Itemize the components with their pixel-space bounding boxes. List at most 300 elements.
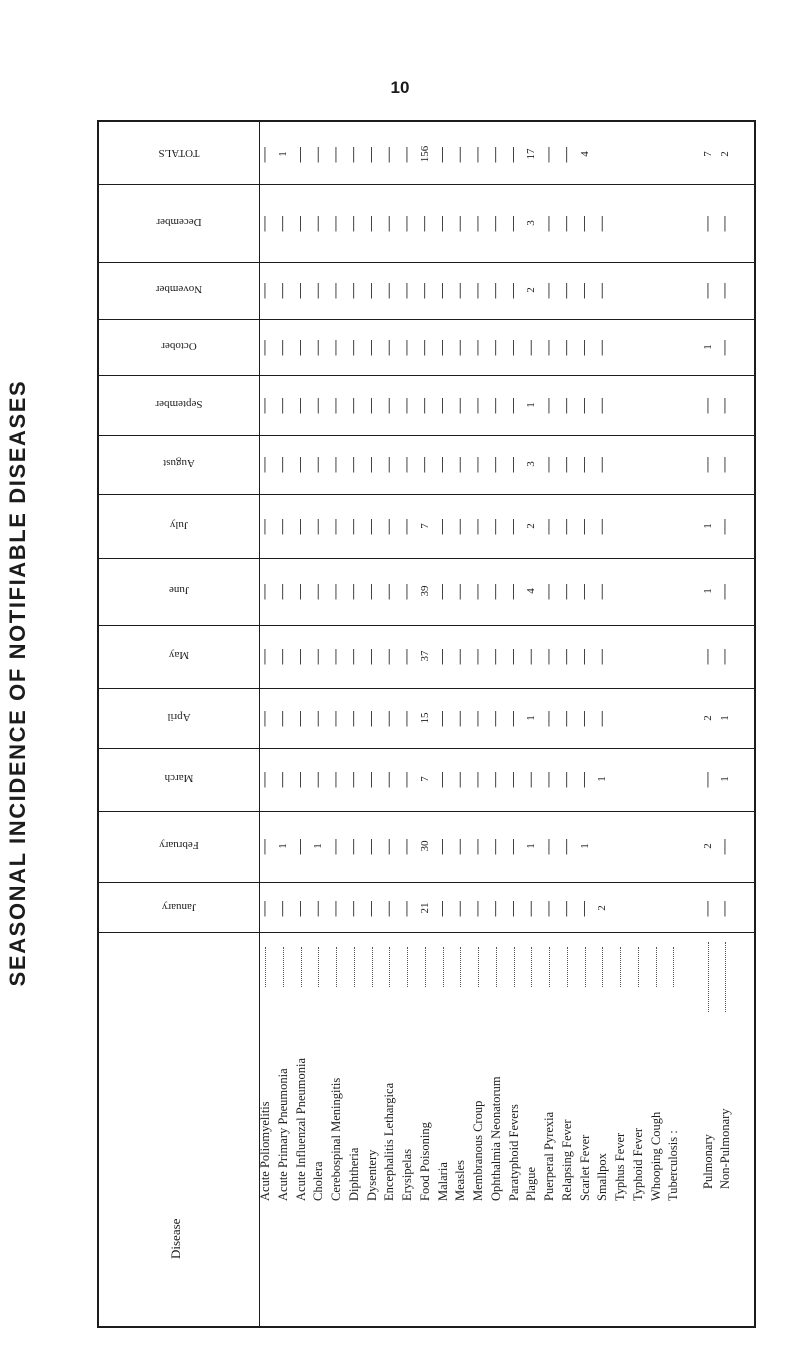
table-cell: | [723, 646, 727, 665]
table-cell: | [352, 395, 356, 414]
leader-dots [514, 947, 515, 987]
table-cell: | [281, 213, 285, 232]
table-cell: | [547, 708, 551, 727]
table-cell: | [405, 516, 409, 535]
table-cell: | [476, 581, 480, 600]
table-cell: | [369, 395, 374, 414]
table-cell: | [352, 836, 356, 855]
leader-dots [549, 947, 550, 987]
table-cell: | [263, 337, 267, 356]
table-cell: | [440, 144, 445, 163]
table-cell: 156 [418, 145, 431, 163]
month-label: March [164, 772, 194, 784]
table-cell: | [547, 454, 551, 473]
table-cell: | [494, 395, 498, 414]
table-cell: | [352, 769, 356, 788]
disease-name: Paratyphoid Fevers [506, 1104, 521, 1201]
row-divider [99, 494, 754, 495]
table-cell: | [387, 516, 391, 535]
leader-dots [708, 942, 709, 1012]
leader-dots [496, 947, 497, 987]
table-cell: | [440, 337, 445, 356]
disease-name: Whooping Cough [648, 1111, 663, 1201]
table-cell: | [723, 836, 727, 855]
month-label: September [155, 398, 203, 410]
table-cell: | [582, 213, 587, 232]
table-cell: | [547, 144, 551, 163]
row-divider [99, 262, 754, 263]
table-cell: | [458, 454, 462, 473]
month-label: August [163, 457, 195, 469]
table-cell: 1 [276, 151, 289, 157]
table-cell: | [458, 646, 462, 665]
table-cell: 39 [418, 585, 431, 597]
table-cell: | [565, 769, 569, 788]
leader-dots [354, 947, 355, 987]
table-cell: | [405, 395, 409, 414]
table-cell: | [529, 769, 533, 788]
leader-dots [638, 947, 639, 987]
table-cell: | [494, 337, 498, 356]
table-cell: | [723, 516, 727, 535]
table-cell: | [565, 516, 569, 535]
table-cell: | [316, 395, 320, 414]
table-cell: | [476, 646, 480, 665]
table-cell: | [600, 516, 604, 535]
table-cell: | [298, 769, 303, 788]
table-cell: | [458, 836, 462, 855]
month-label: May [168, 649, 190, 661]
month-label: July [169, 519, 189, 531]
table-cell: | [263, 280, 267, 299]
table-cell: | [565, 213, 569, 232]
table-cell: | [387, 898, 391, 917]
month-label: TOTALS [158, 147, 200, 159]
table-cell: 1 [525, 715, 538, 721]
row-divider [99, 625, 754, 626]
table-cell: 1 [312, 843, 325, 849]
disease-name: Food Poisoning [417, 1122, 432, 1201]
table-cell: | [352, 280, 356, 299]
table-cell: | [511, 769, 516, 788]
table-cell: | [316, 769, 320, 788]
table-cell: | [511, 144, 516, 163]
table-cell: | [387, 213, 391, 232]
disease-name: Membranous Croup [471, 1100, 485, 1201]
table-cell: | [387, 769, 391, 788]
table-cell: | [281, 337, 285, 356]
leader-dots [602, 947, 603, 987]
table-cell: | [582, 708, 587, 727]
row-divider [99, 811, 754, 812]
table-cell: | [263, 395, 267, 414]
table-cell: | [263, 144, 267, 163]
table-cell: 7 [418, 776, 431, 782]
table-cell: | [387, 337, 391, 356]
table-cell: | [263, 708, 267, 727]
table-cell: | [352, 708, 356, 727]
disease-name: Relapsing Fever [559, 1119, 574, 1201]
table-cell: | [298, 708, 303, 727]
table-cell: | [281, 646, 285, 665]
table-cell: | [458, 213, 462, 232]
table-cell: | [706, 213, 710, 232]
table-cell: | [369, 769, 374, 788]
table-cell: | [440, 769, 445, 788]
table-cell: | [334, 836, 338, 855]
table-cell: | [582, 454, 587, 473]
table-cell: | [334, 769, 338, 788]
month-label: October [161, 340, 197, 352]
table-cell: | [706, 280, 710, 299]
leader-dots [265, 947, 266, 987]
disease-name: Non-Pulmonary [718, 1108, 732, 1189]
table-cell: | [582, 769, 587, 788]
table-cell: | [476, 280, 480, 299]
table-cell: 3 [525, 461, 538, 467]
table-cell: | [547, 836, 551, 855]
table-cell: | [316, 454, 320, 473]
table-cell: 3 [525, 220, 538, 226]
table-cell: | [298, 516, 303, 535]
table-cell: 21 [418, 902, 431, 914]
table-cell: | [458, 708, 462, 727]
table-cell: | [494, 769, 498, 788]
row-divider [99, 375, 754, 376]
table-cell: | [723, 337, 727, 356]
table-cell: | [440, 708, 445, 727]
table-cell: | [298, 646, 303, 665]
table-cell: | [298, 395, 303, 414]
table-cell: | [369, 454, 374, 473]
table-cell: | [352, 581, 356, 600]
table-cell: | [281, 898, 285, 917]
table-cell: | [547, 769, 551, 788]
table-cell: 1 [719, 715, 731, 721]
table-cell: 30 [418, 840, 431, 852]
disease-name: Pulmonary [701, 1134, 715, 1189]
table-cell: | [582, 646, 587, 665]
table-cell: | [263, 516, 267, 535]
leader-dots [478, 947, 479, 987]
table-cell: | [511, 708, 516, 727]
table-cell: | [600, 581, 604, 600]
disease-name: Dysentery [364, 1149, 379, 1201]
table-cell: | [582, 898, 587, 917]
table-cell: 4 [578, 151, 591, 157]
table-cell: | [511, 516, 516, 535]
table-cell: | [263, 454, 267, 473]
table-cell: | [334, 213, 338, 232]
table-cell: | [369, 898, 374, 917]
disease-name: Encephalitis Lethargica [382, 1082, 397, 1201]
table-cell: | [298, 836, 303, 855]
table-cell: | [458, 581, 462, 600]
table-cell: | [723, 213, 727, 232]
table-cell: | [352, 898, 356, 917]
table-cell: | [298, 581, 303, 600]
table-cell: 1 [702, 344, 714, 350]
table-cell: | [423, 280, 427, 299]
disease-name: Acute Influenzal Pneumonia [293, 1057, 308, 1201]
table-cell: | [334, 144, 338, 163]
table-cell: | [547, 898, 551, 917]
table-cell: | [281, 769, 285, 788]
table-cell: | [600, 454, 604, 473]
month-label: November [155, 283, 203, 295]
table-cell: | [369, 708, 374, 727]
row-divider [99, 748, 754, 749]
table-cell: | [334, 516, 338, 535]
row-divider [99, 688, 754, 689]
disease-name: Acute Poliomyelitis [258, 1101, 272, 1201]
table-cell: | [316, 337, 320, 356]
table-cell: | [316, 581, 320, 600]
table-cell: | [494, 836, 498, 855]
disease-name: Malaria [435, 1162, 450, 1201]
table-cell: | [263, 836, 267, 855]
table-cell: | [334, 708, 338, 727]
table-cell: | [458, 395, 462, 414]
table-cell: | [582, 395, 587, 414]
table-cell: | [387, 836, 391, 855]
table-cell: | [440, 836, 445, 855]
row-divider [99, 319, 754, 320]
table-cell: | [600, 213, 604, 232]
disease-name: Measles [453, 1160, 468, 1201]
table-cell: | [281, 280, 285, 299]
table-cell: | [369, 144, 374, 163]
table-cell: | [387, 280, 391, 299]
table-cell: | [582, 337, 587, 356]
table-cell: | [405, 213, 409, 232]
table-cell: | [458, 337, 462, 356]
table-cell: | [352, 144, 356, 163]
leader-dots [389, 947, 390, 987]
table-cell: | [352, 646, 356, 665]
table-cell: | [582, 280, 587, 299]
table-cell: | [494, 516, 498, 535]
table-cell: | [476, 836, 480, 855]
table-cell: | [565, 898, 569, 917]
table-cell: | [334, 581, 338, 600]
table-cell: | [494, 454, 498, 473]
table-cell: | [334, 337, 338, 356]
table-cell: | [565, 836, 569, 855]
table-cell: 4 [525, 588, 538, 594]
table-cell: | [352, 213, 356, 232]
table-cell: | [334, 280, 338, 299]
month-label: January [161, 901, 197, 913]
leader-dots [301, 947, 302, 987]
table-cell: | [298, 213, 303, 232]
disease-name: Erysipelas [400, 1148, 414, 1201]
page-number: 10 [390, 78, 410, 97]
table-cell: | [476, 516, 480, 535]
table-cell: | [565, 280, 569, 299]
table-cell: | [369, 337, 374, 356]
table-cell: | [316, 516, 320, 535]
table-cell: 7 [702, 151, 714, 157]
table-cell: | [511, 213, 516, 232]
table-cell: | [405, 708, 409, 727]
leader-dots [656, 947, 657, 987]
table-cell: | [582, 516, 587, 535]
leader-dots [531, 947, 532, 987]
table-cell: | [298, 454, 303, 473]
table-cell: | [494, 581, 498, 600]
table-cell: | [263, 213, 267, 232]
row-divider [99, 932, 754, 933]
table-cell: | [423, 337, 427, 356]
table-cell: | [511, 395, 516, 414]
table-cell: | [316, 708, 320, 727]
table-cell: | [263, 898, 267, 917]
table-cell: | [405, 144, 409, 163]
table-cell: | [582, 581, 587, 600]
table-cell: 15 [418, 712, 431, 724]
table-cell: | [316, 280, 320, 299]
table-cell: | [405, 646, 409, 665]
leader-dots [407, 947, 408, 987]
month-label: June [168, 584, 190, 596]
table-cell: | [511, 898, 516, 917]
table-cell: | [458, 144, 462, 163]
table-cell: | [706, 454, 710, 473]
table-cell: | [706, 898, 710, 917]
table-cell: 7 [418, 523, 431, 529]
table-cell: | [565, 646, 569, 665]
table-cell: | [600, 280, 604, 299]
table-cell: | [440, 898, 445, 917]
leader-dots [443, 947, 444, 987]
table-cell: 2 [525, 287, 538, 293]
table-cell: | [458, 516, 462, 535]
table-cell: | [369, 516, 374, 535]
table-cell: 2 [596, 905, 609, 911]
table-cell: | [263, 581, 267, 600]
table-cell: | [369, 836, 374, 855]
table-cell: | [298, 898, 303, 917]
disease-name: Tuberculosis : [666, 1130, 681, 1201]
table-cell: | [565, 395, 569, 414]
table-cell: | [298, 337, 303, 356]
table-cell: | [511, 337, 516, 356]
table-cell: 1 [578, 843, 591, 849]
table-cell: | [529, 337, 533, 356]
table-cell: | [494, 708, 498, 727]
table-cell: | [405, 769, 409, 788]
table-cell: | [458, 280, 462, 299]
table-cell: | [511, 581, 516, 600]
table-cell: | [565, 581, 569, 600]
table-cell: | [281, 395, 285, 414]
table-cell: | [405, 337, 409, 356]
table-cell: | [529, 646, 533, 665]
table-cell: | [547, 516, 551, 535]
table-cell: 17 [525, 148, 538, 160]
table-cell: | [494, 213, 498, 232]
table-cell: | [387, 646, 391, 665]
table-cell: | [334, 454, 338, 473]
table-cell: | [352, 337, 356, 356]
table-cell: | [723, 395, 727, 414]
table-cell: | [369, 280, 374, 299]
table-cell: | [387, 454, 391, 473]
table-cell: | [600, 337, 604, 356]
leader-dots [372, 947, 373, 987]
table-cell: | [263, 769, 267, 788]
table-cell: | [440, 581, 445, 600]
table-cell: | [458, 898, 462, 917]
disease-name: Smallpox [595, 1153, 610, 1201]
table-cell: | [723, 898, 727, 917]
table-cell: | [334, 898, 338, 917]
leader-dots [460, 947, 461, 987]
table-cell: | [476, 708, 480, 727]
table-cell: | [494, 280, 498, 299]
table-cell: | [352, 516, 356, 535]
table-cell: | [334, 646, 338, 665]
table-cell: | [440, 395, 445, 414]
table-cell: | [263, 646, 267, 665]
leader-dots [425, 947, 426, 987]
table-cell: 2 [719, 151, 731, 157]
table-cell: 1 [702, 523, 714, 529]
table-cell: | [547, 646, 551, 665]
side-title: SEASONAL INCIDENCE OF NOTIFIABLE DISEASES [5, 379, 30, 987]
leader-dots [620, 947, 621, 987]
table-cell: | [547, 213, 551, 232]
incidence-table [97, 120, 756, 1328]
table-cell: | [565, 454, 569, 473]
table-cell: | [405, 280, 409, 299]
disease-name: Plague [524, 1166, 539, 1201]
table-cell: | [600, 646, 604, 665]
table-cell: | [440, 454, 445, 473]
table-cell: | [494, 144, 498, 163]
disease-name: Puerperal Pyrexia [542, 1111, 556, 1201]
table-cell: | [458, 769, 462, 788]
table-cell: | [423, 213, 427, 232]
row-divider [99, 558, 754, 559]
table-cell: 1 [276, 843, 289, 849]
table-cell: | [298, 144, 303, 163]
disease-name: Acute Primary Pneumonia [275, 1068, 290, 1201]
table-cell: | [440, 280, 445, 299]
row-divider [99, 882, 754, 883]
table-cell: 1 [525, 843, 538, 849]
table-cell: | [723, 581, 727, 600]
table-cell: 1 [596, 776, 609, 782]
row-divider [99, 435, 754, 436]
table-cell: | [316, 144, 320, 163]
table-cell: | [547, 337, 551, 356]
table-cell: | [387, 395, 391, 414]
table-cell: | [476, 213, 480, 232]
table-cell: | [423, 454, 427, 473]
month-label: February [159, 839, 199, 851]
table-cell: | [476, 337, 480, 356]
leader-dots [585, 947, 586, 987]
table-cell: | [352, 454, 356, 473]
table-cell: | [316, 898, 320, 917]
table-cell: | [565, 708, 569, 727]
month-label: April [167, 711, 191, 723]
leader-dots [567, 947, 568, 987]
leader-dots [673, 947, 674, 987]
table-cell: | [334, 395, 338, 414]
